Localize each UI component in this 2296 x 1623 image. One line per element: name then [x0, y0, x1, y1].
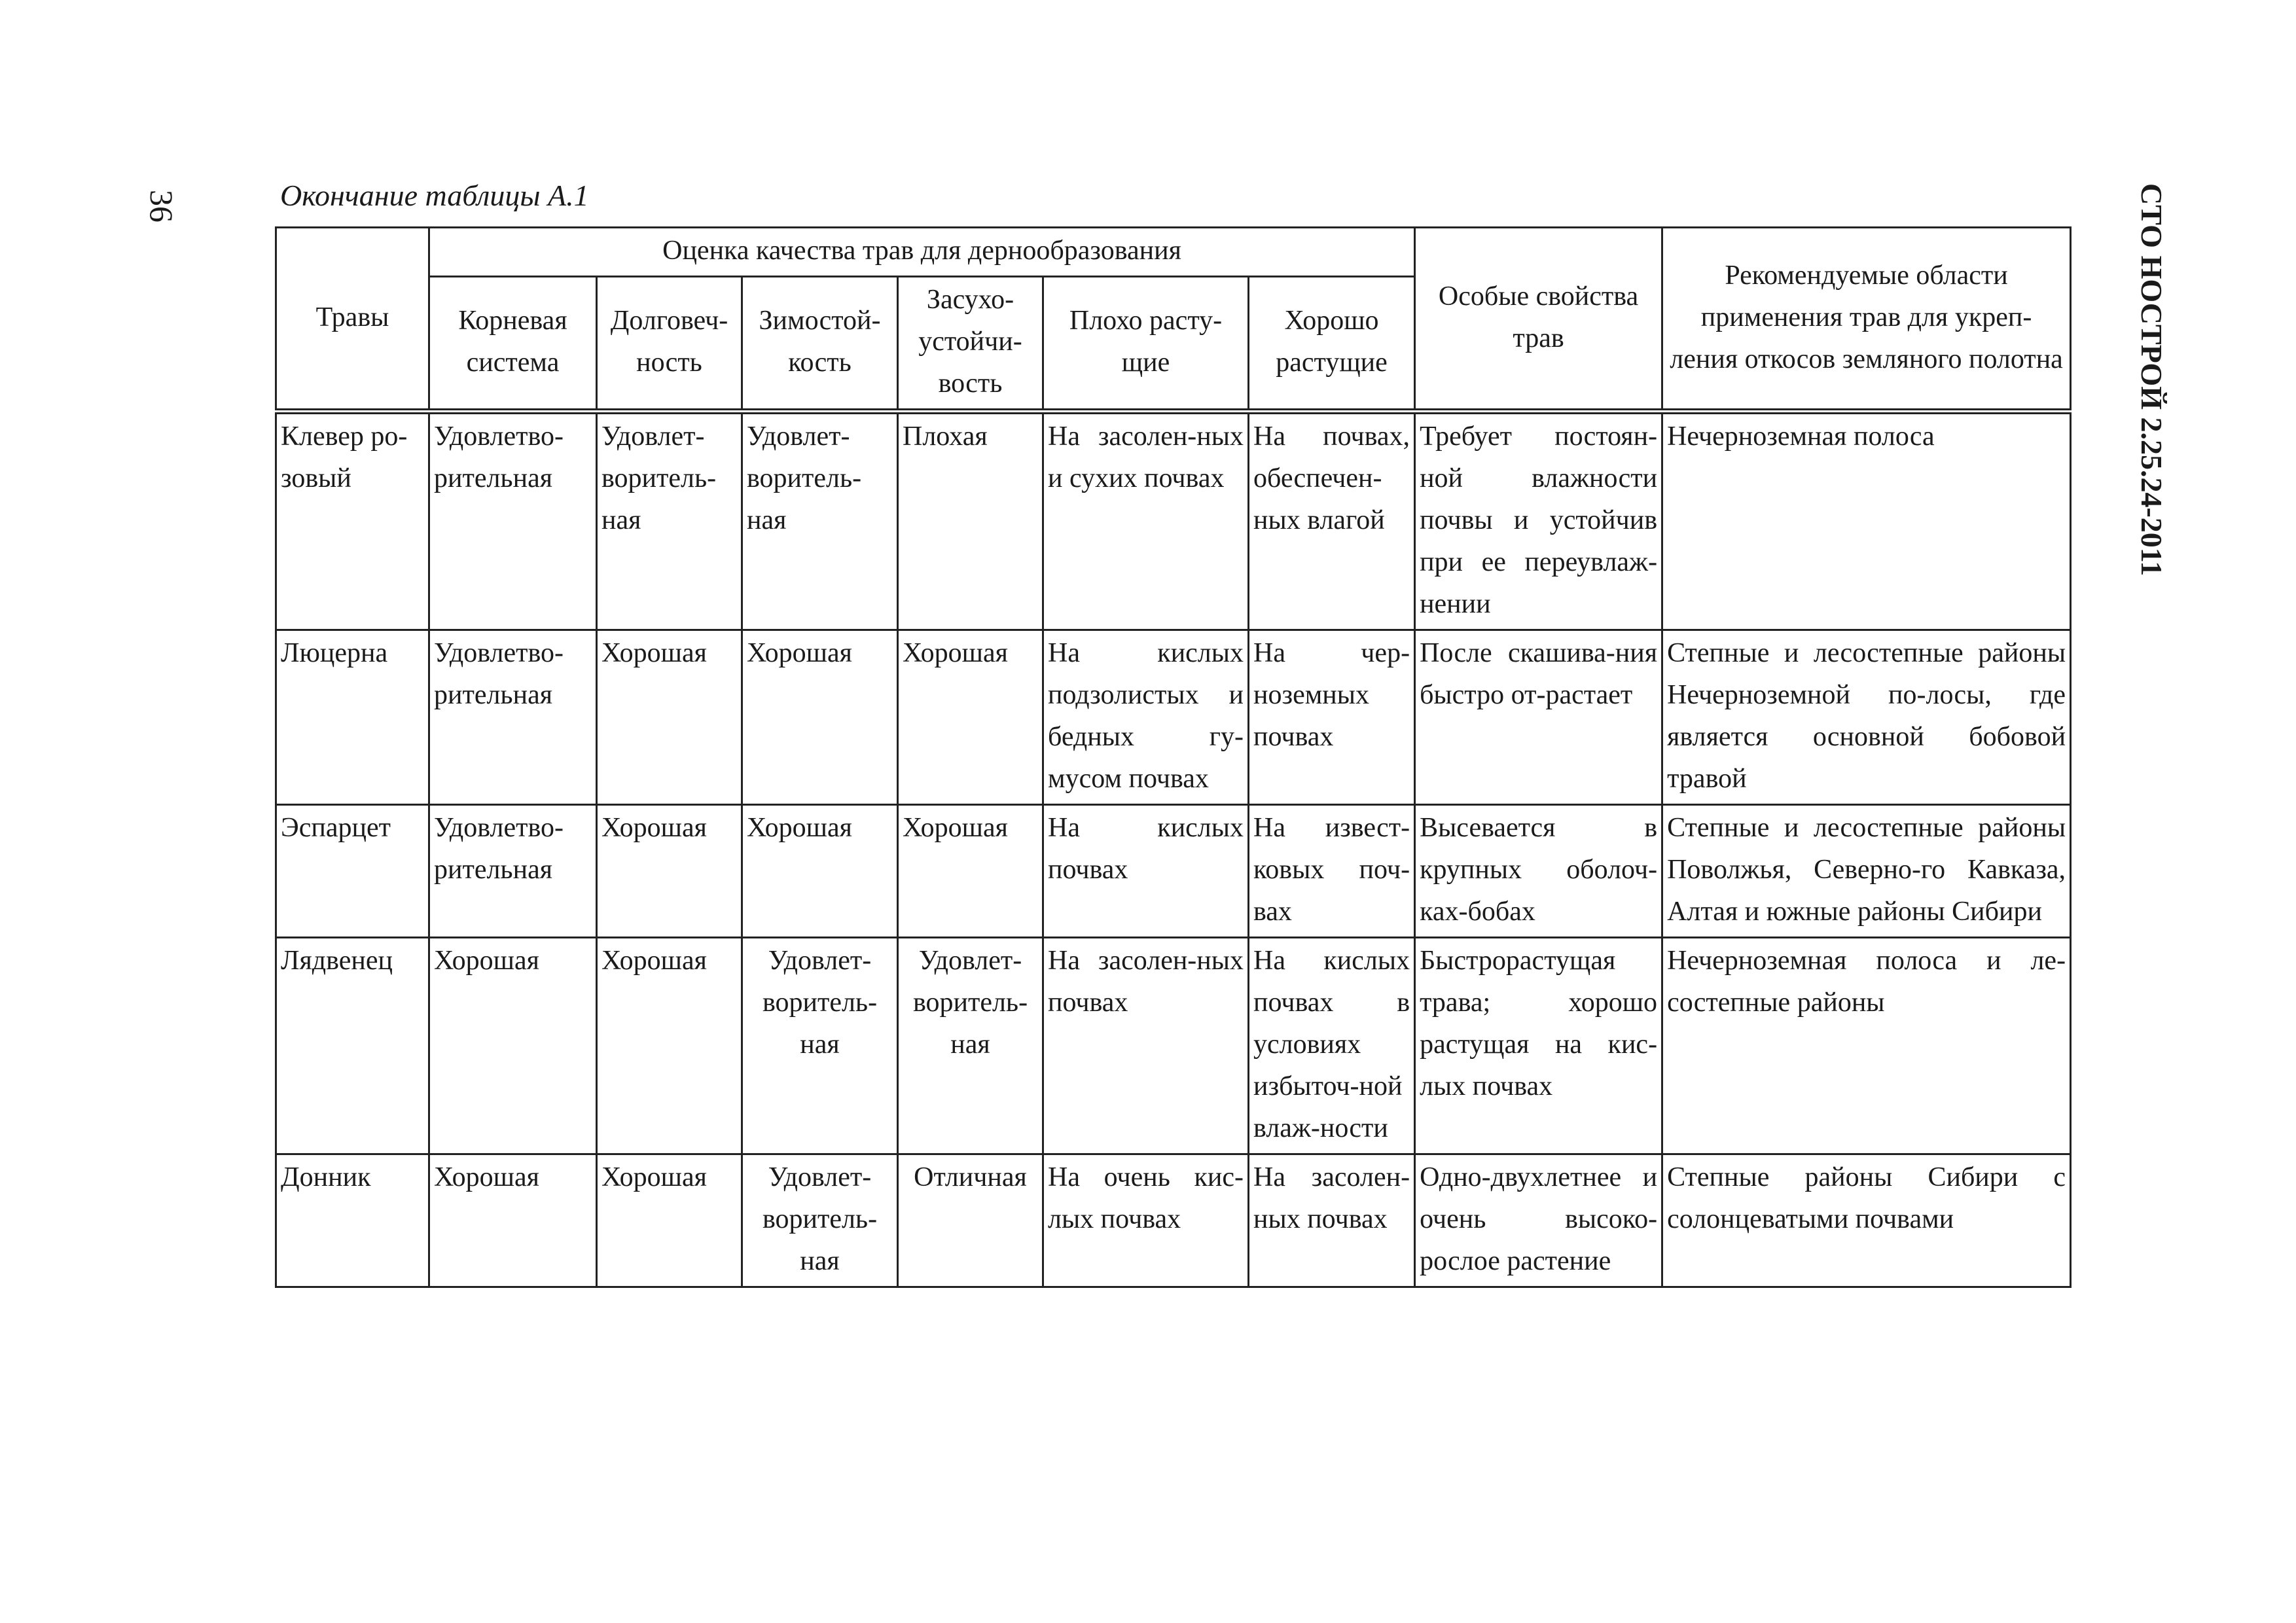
cell-grass: Лядвенец	[276, 938, 429, 1154]
cell-longevity: Хорошая	[597, 938, 742, 1154]
cell-root-system: Удовлетво-рительная	[429, 805, 597, 938]
table-row	[276, 1154, 2071, 1287]
table-row	[276, 938, 2071, 1154]
table-row	[276, 805, 2071, 938]
cell-winter-hardiness: Удовлет-воритель-ная	[742, 412, 898, 630]
cell-special-properties: Быстрорастущая трава; хорошо растущая на кис-лых почвах	[1415, 938, 1662, 1154]
cell-special-properties: Одно-двухлетнее и очень высоко-рослое растение	[1415, 1154, 1662, 1287]
cell-root-system: Удовлетво-рительная	[429, 412, 597, 630]
cell-winter-hardiness: Хорошая	[742, 805, 898, 938]
cell-special-properties: После скашива-ния быстро от-растает	[1415, 630, 1662, 805]
header-grass: Травы	[276, 228, 429, 412]
cell-root-system: Хорошая	[429, 938, 597, 1154]
cell-special-properties: Требует постоян-ной влажности почвы и устойчив при ее переувлаж-нении	[1415, 412, 1662, 630]
cell-grass: Люцерна	[276, 630, 429, 805]
cell-recommended-areas: Степные районы Сибири с солонцеватыми почвами	[1662, 1154, 2071, 1287]
grass-quality-table	[275, 226, 2072, 1288]
header-special-properties: Особые свойства трав	[1415, 228, 1662, 412]
cell-drought-resistance: Удовлет-воритель-ная	[898, 938, 1043, 1154]
cell-well-growing: На почвах, обеспечен-ных влагой	[1249, 412, 1415, 630]
cell-longevity: Хорошая	[597, 805, 742, 938]
cell-grass: Эспарцет	[276, 805, 429, 938]
cell-grass: Клевер ро-зовый	[276, 412, 429, 630]
cell-root-system: Хорошая	[429, 1154, 597, 1287]
cell-winter-hardiness: Удовлет-воритель-ная	[742, 938, 898, 1154]
cell-well-growing: На извест-ковых поч-вах	[1249, 805, 1415, 938]
cell-recommended-areas: Нечерноземная полоса и ле-состепные районы	[1662, 938, 2071, 1154]
cell-recommended-areas: Степные и лесостепные районы Нечерноземной по-лосы, где является основной бобовой травой	[1662, 630, 2071, 805]
table-caption: Окончание таблицы А.1	[280, 179, 589, 212]
cell-longevity: Хорошая	[597, 630, 742, 805]
cell-recommended-areas: Нечерноземная полоса	[1662, 412, 2071, 630]
table-row	[276, 630, 2071, 805]
cell-winter-hardiness: Хорошая	[742, 630, 898, 805]
table-row	[276, 412, 2071, 630]
cell-drought-resistance: Хорошая	[898, 630, 1043, 805]
header-well-growing: Хорошо растущие	[1249, 277, 1415, 412]
page-number: 36	[143, 190, 180, 223]
cell-poorly-growing: На очень кис-лых почвах	[1043, 1154, 1249, 1287]
cell-recommended-areas: Степные и лесостепные районы Поволжья, Северно-го Кавказа, Алтая и южные районы Сибири	[1662, 805, 2071, 938]
cell-poorly-growing: На кислых почвах	[1043, 805, 1249, 938]
header-poorly-growing: Плохо расту-щие	[1043, 277, 1249, 412]
cell-drought-resistance: Хорошая	[898, 805, 1043, 938]
header-root-system: Корневая система	[429, 277, 597, 412]
header-winter-hardiness: Зимостой-кость	[742, 277, 898, 412]
cell-poorly-growing: На кислых подзолистых и бедных гу-мусом почвах	[1043, 630, 1249, 805]
header-recommended-areas: Рекомендуемые области применения трав для укреп-ления откосов земляного полотна	[1662, 228, 2071, 412]
cell-longevity: Хорошая	[597, 1154, 742, 1287]
cell-longevity: Удовлет-воритель-ная	[597, 412, 742, 630]
cell-drought-resistance: Отличная	[898, 1154, 1043, 1287]
cell-well-growing: На засолен-ных почвах	[1249, 1154, 1415, 1287]
header-drought-resistance: Засухо-устойчи-вость	[898, 277, 1043, 412]
cell-poorly-growing: На засолен-ных и сухих почвах	[1043, 412, 1249, 630]
header-longevity: Долговеч-ность	[597, 277, 742, 412]
document-code: СТО НОСТРОЙ 2.25.24-2011	[2135, 183, 2168, 577]
cell-poorly-growing: На засолен-ных почвах	[1043, 938, 1249, 1154]
cell-well-growing: На кислых почвах в условиях избыточ-ной влаж-ности	[1249, 938, 1415, 1154]
cell-drought-resistance: Плохая	[898, 412, 1043, 630]
cell-winter-hardiness: Удовлет-воритель-ная	[742, 1154, 898, 1287]
cell-grass: Донник	[276, 1154, 429, 1287]
cell-root-system: Удовлетво-рительная	[429, 630, 597, 805]
header-quality-group: Оценка качества трав для дернообразования	[429, 228, 1415, 277]
cell-well-growing: На чер-ноземных почвах	[1249, 630, 1415, 805]
cell-special-properties: Высевается в крупных оболоч-ках-бобах	[1415, 805, 1662, 938]
